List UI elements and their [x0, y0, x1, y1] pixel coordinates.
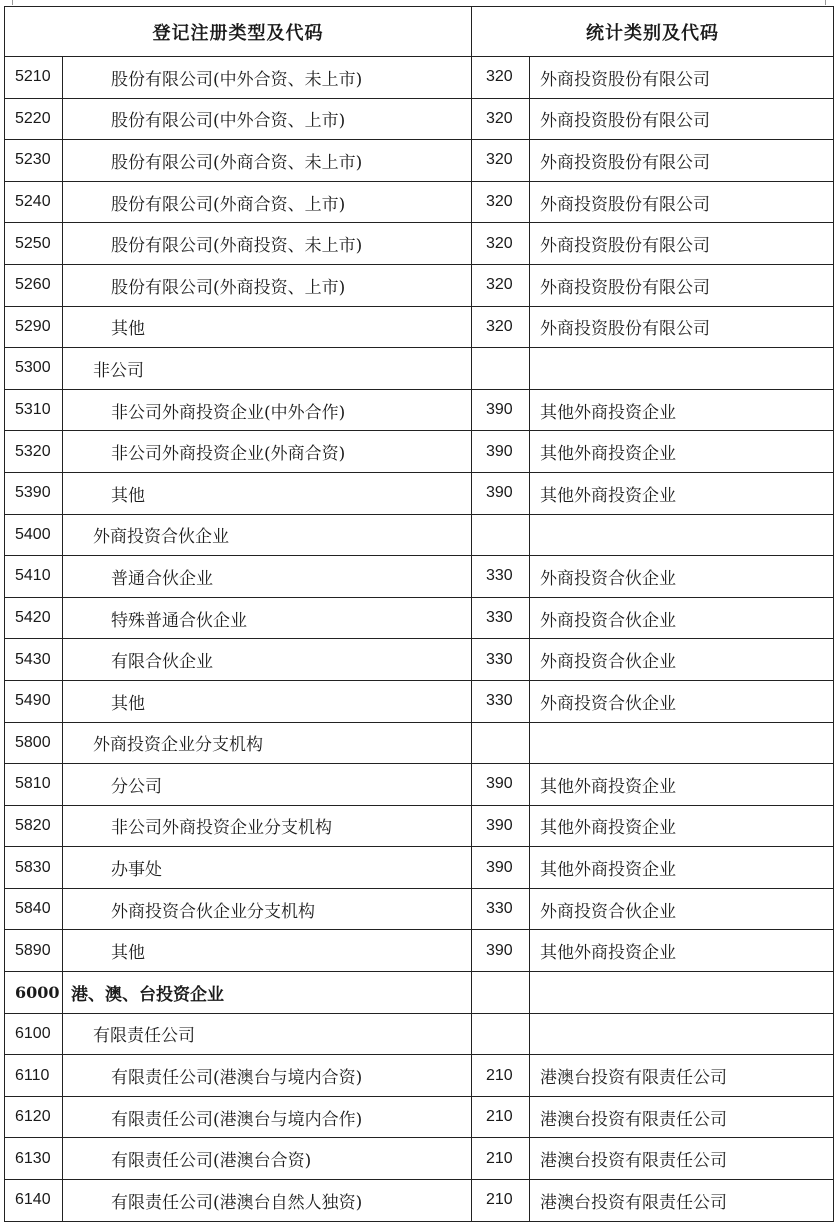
statistics-code-cell: 330: [472, 556, 530, 598]
registration-type-cell: 外商投资合伙企业分支机构: [63, 888, 472, 930]
table-row: [5, 680, 834, 722]
registration-code-cell: 6100: [5, 1013, 63, 1055]
registration-type-cell: 股份有限公司(外商投资、上市): [63, 264, 472, 306]
registration-type-cell: 股份有限公司(外商投资、未上市): [63, 223, 472, 265]
statistics-code-cell: 320: [472, 98, 530, 140]
table-row: [5, 1096, 834, 1138]
registration-code-cell: 6140: [5, 1180, 63, 1222]
statistics-category-cell: 外商投资合伙企业: [530, 680, 834, 722]
registration-code-cell: 5290: [5, 306, 63, 348]
statistics-category-cell: 外商投资股份有限公司: [530, 181, 834, 223]
page-top-edge: [12, 0, 826, 5]
registration-type-cell: 分公司: [63, 764, 472, 806]
statistics-category-cell: 外商投资股份有限公司: [530, 264, 834, 306]
registration-code-cell: 5210: [5, 57, 63, 99]
registration-code-cell: 5840: [5, 888, 63, 930]
statistics-code-cell: 330: [472, 888, 530, 930]
table-row: [5, 140, 834, 182]
table-row: [5, 514, 834, 556]
table-row: [5, 764, 834, 806]
table-body: [5, 57, 834, 1222]
classification-table: [4, 6, 834, 1222]
registration-type-cell: 股份有限公司(中外合资、未上市): [63, 57, 472, 99]
registration-type-cell: 普通合伙企业: [63, 556, 472, 598]
statistics-category-cell: 港澳台投资有限责任公司: [530, 1096, 834, 1138]
table-row: [5, 722, 834, 764]
registration-code-cell: 5260: [5, 264, 63, 306]
statistics-code-cell: 320: [472, 264, 530, 306]
statistics-category-cell: [530, 348, 834, 390]
statistics-code-cell: 320: [472, 306, 530, 348]
statistics-code-cell: [472, 972, 530, 1014]
registration-type-cell: 非公司: [63, 348, 472, 390]
table-row: [5, 389, 834, 431]
statistics-code-cell: [472, 514, 530, 556]
statistics-category-cell: 港澳台投资有限责任公司: [530, 1055, 834, 1097]
statistics-code-cell: 390: [472, 389, 530, 431]
registration-code-cell: 5420: [5, 597, 63, 639]
table-row: [5, 348, 834, 390]
table-row: [5, 888, 834, 930]
registration-code-cell: 5320: [5, 431, 63, 473]
table-row: [5, 472, 834, 514]
statistics-code-cell: [472, 1013, 530, 1055]
registration-type-cell: 有限责任公司(港澳台与境内合作): [63, 1096, 472, 1138]
registration-code-cell: 5830: [5, 847, 63, 889]
statistics-category-cell: 外商投资合伙企业: [530, 639, 834, 681]
table-row: [5, 264, 834, 306]
statistics-code-cell: 390: [472, 805, 530, 847]
statistics-code-cell: 320: [472, 140, 530, 182]
registration-type-header: 登记注册类型及代码: [5, 7, 472, 57]
registration-code-cell: 5250: [5, 223, 63, 265]
statistics-code-cell: 210: [472, 1055, 530, 1097]
statistics-code-cell: 390: [472, 847, 530, 889]
registration-type-cell: 有限责任公司: [63, 1013, 472, 1055]
statistics-code-cell: 210: [472, 1096, 530, 1138]
statistics-category-cell: [530, 514, 834, 556]
statistics-code-cell: 330: [472, 639, 530, 681]
table-row: [5, 1013, 834, 1055]
statistics-category-cell: 外商投资合伙企业: [530, 597, 834, 639]
statistics-category-cell: 外商投资股份有限公司: [530, 140, 834, 182]
registration-type-cell: 有限合伙企业: [63, 639, 472, 681]
statistics-code-cell: 390: [472, 764, 530, 806]
registration-code-cell: 5810: [5, 764, 63, 806]
registration-code-cell: 6000: [5, 972, 63, 1014]
registration-code-cell: 5820: [5, 805, 63, 847]
table-row: [5, 181, 834, 223]
table-row: [5, 639, 834, 681]
statistics-code-cell: 390: [472, 472, 530, 514]
statistics-category-cell: 外商投资股份有限公司: [530, 223, 834, 265]
table-row: [5, 847, 834, 889]
table-row: [5, 98, 834, 140]
table-row: [5, 223, 834, 265]
statistics-category-cell: [530, 722, 834, 764]
registration-type-cell: 非公司外商投资企业(中外合作): [63, 389, 472, 431]
statistics-category-cell: 港澳台投资有限责任公司: [530, 1138, 834, 1180]
statistics-category-cell: 其他外商投资企业: [530, 805, 834, 847]
registration-type-cell: 股份有限公司(外商合资、上市): [63, 181, 472, 223]
registration-type-cell: 特殊普通合伙企业: [63, 597, 472, 639]
registration-type-cell: 外商投资合伙企业: [63, 514, 472, 556]
statistics-category-cell: [530, 1013, 834, 1055]
statistics-category-cell: [530, 972, 834, 1014]
statistics-code-cell: [472, 348, 530, 390]
statistics-code-cell: 320: [472, 57, 530, 99]
table-row: [5, 805, 834, 847]
statistics-code-cell: 210: [472, 1138, 530, 1180]
registration-type-cell: 港、澳、台投资企业: [63, 972, 472, 1014]
registration-code-cell: 5490: [5, 680, 63, 722]
registration-code-cell: 5310: [5, 389, 63, 431]
document-page: [4, 6, 833, 1222]
registration-code-cell: 5390: [5, 472, 63, 514]
table-row: [5, 972, 834, 1014]
statistics-category-cell: 其他外商投资企业: [530, 472, 834, 514]
registration-type-cell: 其他: [63, 930, 472, 972]
registration-code-cell: 5890: [5, 930, 63, 972]
statistics-code-cell: 390: [472, 930, 530, 972]
statistics-code-cell: 320: [472, 181, 530, 223]
table-row: [5, 1055, 834, 1097]
table-row: [5, 597, 834, 639]
statistics-code-cell: 390: [472, 431, 530, 473]
registration-code-cell: 5430: [5, 639, 63, 681]
table-row: [5, 431, 834, 473]
registration-code-cell: 6110: [5, 1055, 63, 1097]
statistics-category-cell: 外商投资股份有限公司: [530, 98, 834, 140]
registration-type-cell: 非公司外商投资企业分支机构: [63, 805, 472, 847]
statistics-category-cell: 其他外商投资企业: [530, 389, 834, 431]
registration-type-cell: 外商投资企业分支机构: [63, 722, 472, 764]
registration-code-cell: 5800: [5, 722, 63, 764]
statistics-category-cell: 外商投资股份有限公司: [530, 306, 834, 348]
statistics-category-cell: 其他外商投资企业: [530, 764, 834, 806]
statistics-category-cell: 外商投资股份有限公司: [530, 57, 834, 99]
registration-type-cell: 其他: [63, 306, 472, 348]
statistics-category-header: 统计类别及代码: [472, 7, 834, 57]
registration-code-cell: 5300: [5, 348, 63, 390]
registration-type-cell: 办事处: [63, 847, 472, 889]
registration-type-cell: 非公司外商投资企业(外商合资): [63, 431, 472, 473]
statistics-category-cell: 港澳台投资有限责任公司: [530, 1180, 834, 1222]
registration-type-cell: 股份有限公司(外商合资、未上市): [63, 140, 472, 182]
statistics-category-cell: 外商投资合伙企业: [530, 888, 834, 930]
statistics-code-cell: [472, 722, 530, 764]
registration-type-cell: 有限责任公司(港澳台自然人独资): [63, 1180, 472, 1222]
registration-type-cell: 有限责任公司(港澳台合资): [63, 1138, 472, 1180]
statistics-category-cell: 其他外商投资企业: [530, 930, 834, 972]
statistics-category-cell: 其他外商投资企业: [530, 847, 834, 889]
statistics-code-cell: 210: [472, 1180, 530, 1222]
table-row: [5, 1180, 834, 1222]
registration-code-cell: 5400: [5, 514, 63, 556]
registration-code-cell: 5230: [5, 140, 63, 182]
table-row: [5, 556, 834, 598]
table-header-row: [5, 7, 834, 57]
registration-type-cell: 其他: [63, 472, 472, 514]
registration-code-cell: 5410: [5, 556, 63, 598]
statistics-code-cell: 320: [472, 223, 530, 265]
registration-code-cell: 5220: [5, 98, 63, 140]
statistics-code-cell: 330: [472, 680, 530, 722]
registration-type-cell: 有限责任公司(港澳台与境内合资): [63, 1055, 472, 1097]
registration-type-cell: 其他: [63, 680, 472, 722]
registration-type-cell: 股份有限公司(中外合资、上市): [63, 98, 472, 140]
registration-code-cell: 6130: [5, 1138, 63, 1180]
statistics-category-cell: 其他外商投资企业: [530, 431, 834, 473]
registration-code-cell: 6120: [5, 1096, 63, 1138]
registration-code-cell: 5240: [5, 181, 63, 223]
table-row: [5, 306, 834, 348]
table-row: [5, 57, 834, 99]
table-row: [5, 1138, 834, 1180]
statistics-category-cell: 外商投资合伙企业: [530, 556, 834, 598]
table-row: [5, 930, 834, 972]
statistics-code-cell: 330: [472, 597, 530, 639]
